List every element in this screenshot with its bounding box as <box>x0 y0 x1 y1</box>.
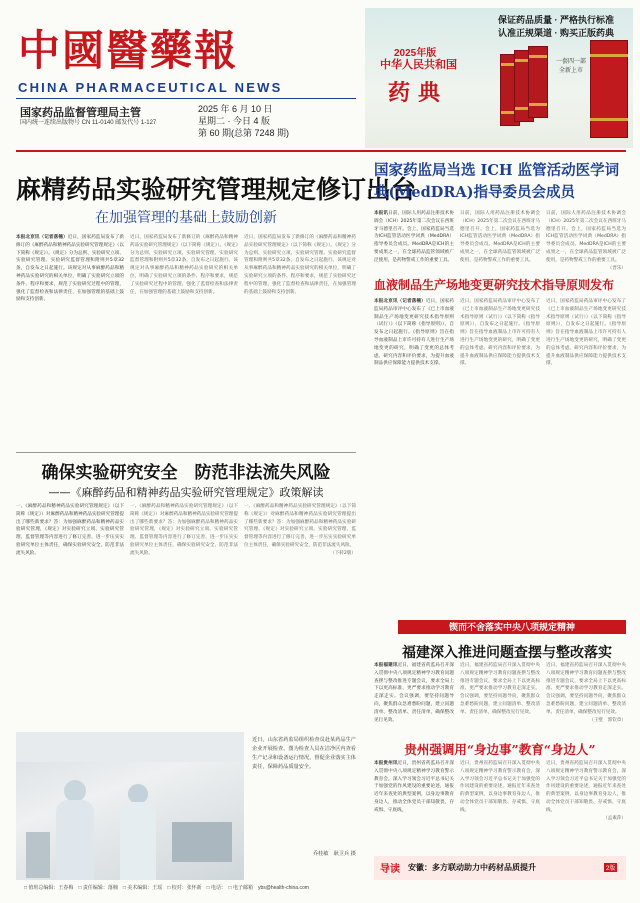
eight-rules-banner: 锲而不舍落实中央八项规定精神 <box>398 620 626 634</box>
fujian-text-1: 近日，福建省药监局召开深入贯彻中央八项规定精神学习教育问题查摆与整改推进专题会议，要求全局上下以更高标准、更严要求推动学习教育走深走实。会议强调，要坚持问题导向，聚焦群众急难愁盼问题，建立问题清单、整改清单、责任清单，确保整改见行见效。 <box>374 663 454 723</box>
fujian-end-note: （王壁 郭钦章） <box>589 717 626 723</box>
ich-column-1 <box>374 210 454 270</box>
photo-credit: 乔桂敏 耿卫兵 摄 <box>312 851 356 857</box>
plasma-text-3: 近日，国家药监局药品审评中心发布了《已上市血液制品生产场地变更研究技术指导原则（试行）》（以下简称《指导原则》），自发布之日起施行。《指导原则》旨在指导血液制品上市许可持有人进行生产场地变更的研究，明确了变更的总体考虑、研究内容和评价要求，为提升血液制品供应保障能力提供技术支撑。 <box>546 299 626 367</box>
ad-set-label: 一套四一部 全新上市 <box>556 59 587 74</box>
ensure-text-3: 一、《麻醉药品和精神药品实验研究管理规定》（以下简称《规定》）对麻醉药品和精神药品实验研究管理提出了哪些新要求？答：为加强麻醉药品和精神药品实验研究管理，《规定》对实验研究立项、实验研究管理、监督管理等内容进行了修订完善，进一步压实实验研究单位主体责任，确保实验研究安全，防范非法流失风险。 <box>244 504 356 548</box>
ensure-headline: 确保实验研究安全 防范非法流失风险 <box>41 463 331 483</box>
inspection-photo <box>16 732 244 880</box>
guizhou-column-2 <box>460 760 540 850</box>
guide-label: 导读 <box>380 864 400 875</box>
lead-subhead: 在加强管理的基础上鼓励创新 <box>95 210 277 226</box>
guizhou-end-note: （孟素萍） <box>603 815 626 821</box>
ensure-end-note: （下转2版） <box>330 550 356 556</box>
ad-slogan-line1: 保证药品质量 · 严格执行标准 <box>498 15 614 25</box>
fujian-text-3: 近日，福建省药监局召开深入贯彻中央八项规定精神学习教育问题查摆与整改推进专题会议，要求全局上下以更高标准、更严要求推动学习教育走深走实。会议强调，要坚持问题导向，聚焦群众急难愁盼问题，建立问题清单、整改清单、责任清单，确保整改见行见效。 <box>546 663 626 715</box>
plasma-byline: 本报北京讯（记者落楠） <box>374 299 426 304</box>
ad-title-2: 药典 <box>388 80 449 106</box>
plasma-column-3 <box>546 298 626 594</box>
guizhou-column-1 <box>374 760 454 850</box>
issue-weekday: 星期二 · 今日 4 版 <box>198 116 271 126</box>
ich-end-note: （晋乐） <box>607 265 626 270</box>
guizhou-text-3: 近日，贵州省药监局召开深入贯彻中央八项规定精神学习教育警示教育会，深入学习领会习近平总书记关于加强党的作风建设的重要论述，通报近年来查处的典型案例，以身边事教育身边人，推动全体党员干部知敬畏、存戒惧、守底线。 <box>546 761 626 813</box>
ensure-text-1: 一、《麻醉药品和精神药品实验研究管理规定》（以下简称《规定》）对麻醉药品和精神药品实验研究管理提出了哪些新要求？答：为加强麻醉药品和精神药品实验研究管理，《规定》对实验研究立项、实验研究管理、监督管理等内容进行了修订完善，进一步压实实验研究单位主体责任，确保实验研究安全，防范非法流失风险。 <box>16 504 124 556</box>
lead-column-1 <box>16 234 124 448</box>
lead-text-2: 近日，国家药监局发布了新修订的《麻醉药品和精神药品实验研究管理规定》（以下简称《规定》）。《规定》分为总则、实验研究立项、实验研究管理、实验研究监督管理和附则共5章32条，自发布之日起施行。该规定对从事麻醉药品和精神药品实验研究的相关单位，明确了实验研究立项的条件、程序和要求，规范了实验研究过程中的管理，强化了监督检查和法律责任，在加强管理的基础上鼓励和支持创新。 <box>130 235 238 295</box>
ich-column-2 <box>460 210 540 270</box>
guizhou-byline: 本报贵州讯 <box>374 761 398 766</box>
guizhou-text-1: 近日，贵州省药监局召开深入贯彻中央八项规定精神学习教育警示教育会，深入学习领会习近平总书记关于加强党的作风建设的重要论述，通报近年来查处的典型案例，以身边事教育身边人，推动全体党员干部知敬畏、存戒惧、守底线。 <box>374 761 454 813</box>
issue-number: 第 60 期(总第 7248 期) <box>198 128 290 138</box>
fujian-byline: 本报福建讯 <box>374 663 398 668</box>
issue-date: 2025 年 6 月 10 日 <box>198 104 273 114</box>
section-divider <box>16 452 356 453</box>
ich-headline: 国家药监局当选 ICH 监管活动医学词典(MedDRA)指导委员会成员 <box>374 162 620 201</box>
ad-year: 2025年版 <box>394 48 437 59</box>
masthead-rule <box>16 150 626 152</box>
lead-column-3 <box>244 234 356 448</box>
ich-byline: 本报讯 <box>374 211 389 216</box>
ad-slogan <box>498 14 614 40</box>
lead-headline: 麻精药品实验研究管理规定修订出台 <box>16 175 417 204</box>
plasma-text-2: 近日，国家药监局药品审评中心发布了《已上市血液制品生产场地变更研究技术指导原则（试行）》（以下简称《指导原则》），自发布之日起施行。《指导原则》旨在指导血液制品上市许可持有人进行生产场地变更的研究，明确了变更的总体考虑、研究内容和评价要求，为提升血液制品供应保障能力提供技术支撑。 <box>460 299 540 367</box>
plasma-column-2 <box>460 298 540 594</box>
plasma-column-1 <box>374 298 454 594</box>
page-footer: □ 值班总编辑：王春梅 □ 责任编辑：落楠 □ 美术编辑：王瑶 □ 校对：张怀新 □ 电话： □ 电子邮箱 ybs@health-china.com <box>24 885 309 891</box>
lead-column-2 <box>130 234 238 448</box>
photo-caption <box>252 736 356 844</box>
plasma-headline: 血液制品生产场地变更研究技术指导原则发布 <box>374 278 615 292</box>
guizhou-headline: 贵州强调用“身边事”教育“身边人” <box>404 742 596 757</box>
ensure-column-3 <box>244 503 356 627</box>
ich-column-3 <box>546 210 626 270</box>
guide-text[interactable]: 安徽：多方联动助力中药材品质提升 <box>408 863 536 872</box>
lead-text-3: 近日，国家药监局发布了新修订的《麻醉药品和精神药品实验研究管理规定》（以下简称《规定》）。《规定》分为总则、实验研究立项、实验研究管理、实验研究监督管理和附则共5章32条，自发布之日起施行。该规定对从事麻醉药品和精神药品实验研究的相关单位，明确了实验研究立项的条件、程序和要求，规范了实验研究过程中的管理，强化了监督检查和法律责任，在加强管理的基础上鼓励和支持创新。 <box>244 235 356 295</box>
fujian-column-3 <box>546 662 626 732</box>
ad-title: 中华人民共和国 <box>380 59 457 71</box>
issue-date-block <box>198 103 289 139</box>
ich-text-2: 日前，国际人用药品注册技术协调会（ICH）2025年第二次会议在西班牙马德里召开。会上，国家药监局当选为ICH监管活动医学词典（MedDRA）指导委员会成员。MedDRA是ICH的主要成果之一，在全球药品监管领域被广泛使用，是药物警戒工作的重要工具。 <box>460 211 540 263</box>
lead-byline: 本报北京讯（记者落楠） <box>16 235 68 240</box>
guide-page: 2版 <box>604 863 617 872</box>
sponsor-line: 国家药品监督管理局主管 <box>20 107 141 119</box>
plasma-text-1: 近日，国家药监局药品审评中心发布了《已上市血液制品生产场地变更研究技术指导原则（试行）》（以下简称《指导原则》），自发布之日起施行。《指导原则》旨在指导血液制品上市许可持有人进行生产场地变更的研究，明确了变更的总体考虑、研究内容和评价要求，为提升血液制品供应保障能力提供技术支撑。 <box>374 299 454 367</box>
fujian-headline: 福建深入推进问题查摆与整改落实 <box>402 645 612 661</box>
masthead-title: 中國醫藥報 <box>18 26 239 75</box>
book-stack-image <box>500 44 548 130</box>
ad-slogan-line2: 认准正规渠道 · 购买正版药典 <box>498 28 614 38</box>
fujian-column-2 <box>460 662 540 732</box>
guizhou-text-2: 近日，贵州省药监局召开深入贯彻中央八项规定精神学习教育警示教育会，深入学习领会习近平总书记关于加强党的作风建设的重要论述，通报近年来查处的典型案例，以身边事教育身边人，推动全体党员干部知敬畏、存戒惧、守底线。 <box>460 761 540 813</box>
masthead-english: CHINA PHARMACEUTICAL NEWS <box>18 80 283 95</box>
guizhou-column-3 <box>546 760 626 850</box>
ensure-text-2: 一、《麻醉药品和精神药品实验研究管理规定》（以下简称《规定》）对麻醉药品和精神药品实验研究管理提出了哪些新要求？答：为加强麻醉药品和精神药品实验研究管理，《规定》对实验研究立项、实验研究管理、监督管理等内容进行了修订完善，进一步压实实验研究单位主体责任，确保实验研究安全，防范非法流失风险。 <box>130 504 238 556</box>
ensure-column-2 <box>130 503 238 627</box>
masthead-divider <box>16 98 356 99</box>
ensure-subhead: ——《麻醉药品和精神药品实验研究管理规定》政策解读 <box>48 486 324 499</box>
ich-text-1: 日前，国际人用药品注册技术协调会（ICH）2025年第二次会议在西班牙马德里召开。会上，国家药监局当选为ICH监管活动医学词典（MedDRA）指导委员会成员。MedDRA是ICH的主要成果之一，在全球药品监管领域被广泛使用，是药物警戒工作的重要工具。 <box>374 211 454 263</box>
publication-codes: 国内统一连续出版物号 CN 11-0140 邮发代号 1-127 <box>20 120 157 126</box>
fujian-text-2: 近日，福建省药监局召开深入贯彻中央八项规定精神学习教育问题查摆与整改推进专题会议，要求全局上下以更高标准、更严要求推动学习教育走深走实。会议强调，要坚持问题导向，聚焦群众急难愁盼问题，建立问题清单、整改清单、责任清单，确保整改见行见效。 <box>460 663 540 715</box>
photo-caption-text: 近日，山东省药监局组织检查员赴某药品生产企业开展检查。图为检查人员在洁净区内查看生产记录和设备运行情况，督促企业落实主体责任，保障药品质量安全。 <box>252 737 356 770</box>
fujian-column-1 <box>374 662 454 732</box>
ensure-column-1 <box>16 503 124 627</box>
ich-text-3: 日前，国际人用药品注册技术协调会（ICH）2025年第二次会议在西班牙马德里召开。会上，国家药监局当选为ICH监管活动医学词典（MedDRA）指导委员会成员。MedDRA是ICH的主要成果之一，在全球药品监管领域被广泛使用，是药物警戒工作的重要工具。 <box>546 211 626 263</box>
book-large-image <box>590 40 626 136</box>
lead-text-1: 近日，国家药监局发布了新修订的《麻醉药品和精神药品实验研究管理规定》（以下简称《规定》）。《规定》分为总则、实验研究立项、实验研究管理、实验研究监督管理和附则共5章32条，自发布之日起施行。该规定对从事麻醉药品和精神药品实验研究的相关单位，明确了实验研究立项的条件、程序和要求，规范了实验研究过程中的管理，强化了监督检查和法律责任，在加强管理的基础上鼓励和支持创新。 <box>16 235 124 303</box>
